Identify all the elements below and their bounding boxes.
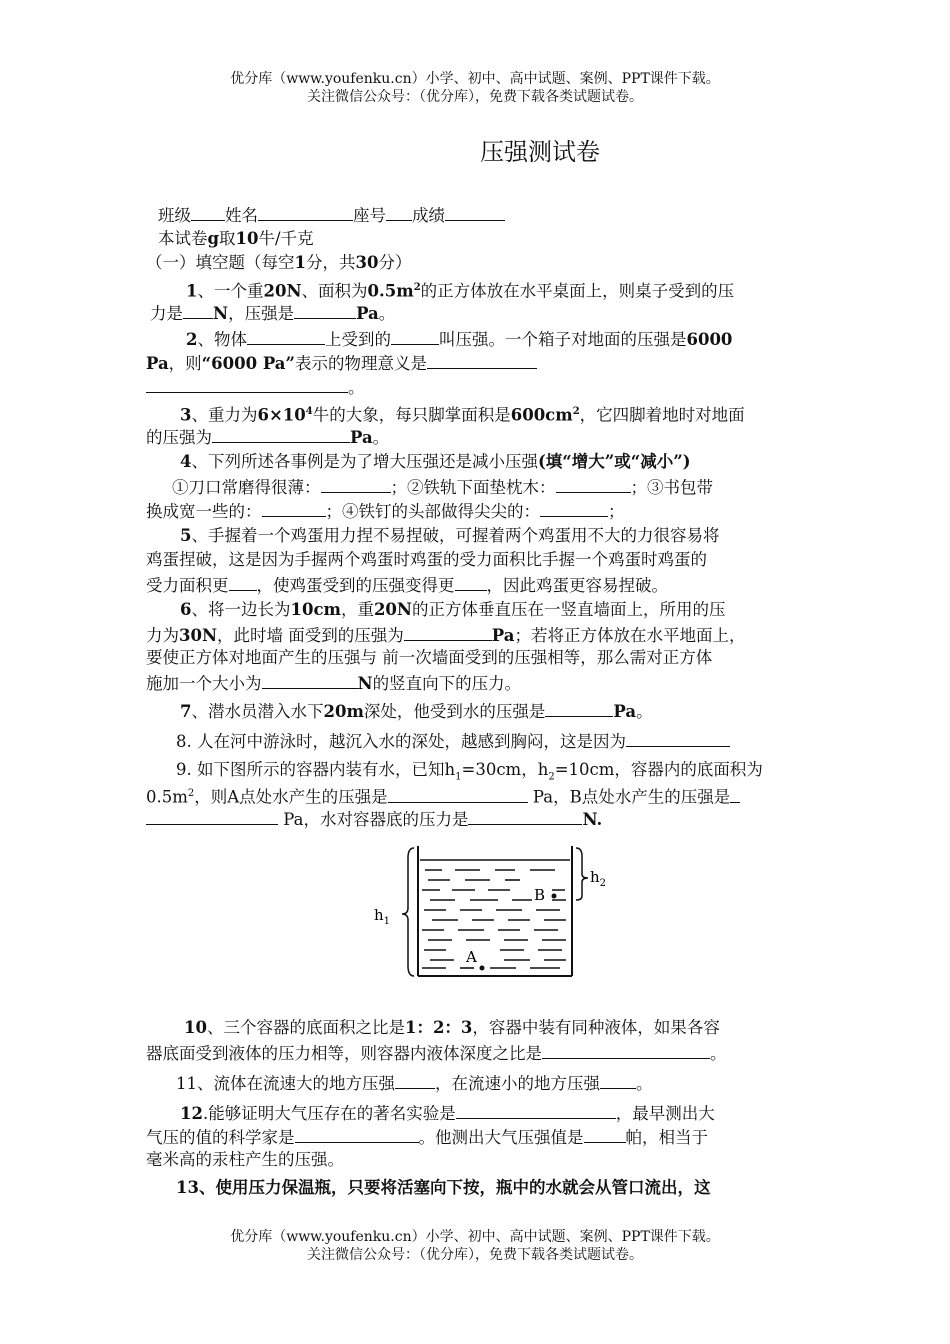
question-12-line-3: 毫米高的汞柱产生的压强。: [146, 1150, 344, 1169]
q-text: 牛的大象，每只脚掌面积是: [312, 405, 511, 425]
h2-label: $h_2$: [590, 868, 607, 889]
answer-blank[interactable]: [391, 326, 439, 345]
question-2-line-2: [146, 350, 537, 376]
water-container-figure: [370, 838, 620, 988]
answer-blank[interactable]: [146, 806, 278, 825]
q-text: 。: [372, 428, 390, 447]
q-text: .能够证明大气压存在的著名实验是: [202, 1104, 456, 1123]
seat-blank[interactable]: [386, 202, 412, 221]
q-text: 受力面积更: [146, 576, 229, 595]
question-6-line-2: [146, 622, 745, 648]
q-number: 12: [180, 1104, 203, 1123]
q-text: 。: [636, 702, 653, 721]
q-value: 0.5m: [367, 281, 414, 301]
q-text: 、三个容器的底面积之比是: [206, 1018, 405, 1037]
q-text: ，则: [168, 354, 202, 373]
answer-blank[interactable]: [456, 1100, 616, 1119]
q-text: 。他测出大气压强值是: [418, 1128, 584, 1147]
q-text: 、手握着一个鸡蛋用力捏不易捏破，可握着两个鸡蛋用不大的力很容易将: [191, 526, 720, 545]
g-note-text: 取: [219, 229, 236, 248]
q-value: 20N: [373, 600, 412, 619]
q-text: 的竖直向下的压力。: [372, 674, 522, 693]
question-4-line-2: [172, 474, 713, 500]
q-text: 力为: [146, 626, 179, 645]
q-text: 。: [636, 1074, 653, 1093]
q-text: 、重力为: [191, 405, 258, 425]
q-sup: 2: [187, 788, 195, 799]
point-b-label: B: [534, 886, 546, 904]
q-text: Pa，水对容器底的压力是: [278, 810, 469, 829]
q-unit: Pa: [613, 702, 637, 721]
q-unit: Pa: [356, 304, 379, 323]
footer-line-2: 关注微信公众号：（优分库），免费下载各类试题试卷。: [307, 1247, 643, 1263]
answer-blank[interactable]: [427, 350, 537, 369]
q-number: 4: [180, 452, 192, 471]
q-item: ；②铁轨下面垫枕木：: [390, 478, 556, 497]
q-text: =30cm，h: [461, 760, 549, 779]
question-1-line-2: [150, 300, 395, 326]
q-value: 30N: [179, 626, 218, 645]
class-blank[interactable]: [191, 202, 225, 221]
q-number: 5: [180, 526, 192, 545]
answer-blank[interactable]: [584, 1124, 626, 1143]
q-text: 表示的物理意义是: [294, 354, 427, 373]
q-number: 6: [180, 600, 192, 619]
question-12-line-1: [180, 1100, 715, 1126]
q-text: 。: [378, 304, 396, 323]
question-2-line-1: [186, 326, 732, 352]
q-value: 20m: [323, 702, 364, 721]
q-text: ，因此鸡蛋更容易捏破。: [486, 576, 668, 595]
answer-blank[interactable]: [404, 622, 492, 641]
q-number: 7: [180, 702, 192, 721]
answer-blank[interactable]: [540, 498, 608, 517]
q-number: 3: [180, 405, 192, 425]
footer-line-1: 优分库（www.youfenku.cn）小学、初中、高中试题、案例、PPT课件下载。: [230, 1229, 720, 1245]
answer-blank[interactable]: [545, 698, 613, 717]
q-text: 11、流体在流速大的地方压强: [176, 1074, 395, 1093]
g-note-text: 本试卷: [158, 229, 208, 248]
g-symbol: g: [207, 229, 220, 248]
answer-blank[interactable]: [247, 326, 325, 345]
q-item: ；④铁钉的头部做得尖尖的：: [325, 502, 540, 521]
q-text: 的正方体放在水平桌面上，则桌子受到的压: [420, 281, 735, 301]
q-text: =10cm，容器内的底面积为: [554, 760, 763, 779]
answer-blank[interactable]: [294, 300, 356, 319]
h1-brace: [402, 848, 414, 976]
question-6-line-4: [146, 670, 521, 696]
q-text: (填“增大”或“减小”): [537, 452, 691, 471]
q-text: 上受到的: [324, 330, 391, 349]
q-text: ，压强是: [228, 304, 295, 323]
score-blank[interactable]: [445, 202, 505, 221]
q-number: 1: [186, 281, 198, 301]
q-unit: Pa: [350, 428, 373, 447]
q-sup: 2: [413, 282, 421, 293]
question-10-line-2: [146, 1040, 727, 1066]
answer-blank[interactable]: [395, 1070, 435, 1089]
h1-label: $h_1$: [374, 906, 391, 927]
q-value: 6×10: [257, 405, 306, 425]
question-4-line-3: [146, 498, 625, 524]
q-sup: 4: [305, 406, 313, 417]
name-blank[interactable]: [258, 202, 353, 221]
q-text: 、潜水员潜入水下: [191, 702, 324, 721]
q-text: 深处，他受到水的压强是: [363, 702, 546, 721]
q-text: 帕，相当于: [625, 1128, 708, 1147]
question-2-line-3: [146, 374, 365, 400]
q-text: 。: [348, 378, 365, 397]
g-value: 10: [235, 229, 259, 248]
question-11: [176, 1070, 653, 1096]
q-value: 600cm: [510, 405, 573, 425]
q-value: 10cm: [290, 600, 341, 619]
section-points: 1: [294, 253, 306, 272]
section-text: 分，共: [305, 253, 356, 272]
q-text: 0.5m: [146, 787, 188, 807]
q-text: 器底面受到液体的压力相等，则容器内液体深度之比是: [146, 1044, 542, 1063]
answer-blank[interactable]: [388, 784, 528, 803]
answer-blank[interactable]: [455, 572, 487, 591]
answer-blank[interactable]: [468, 806, 582, 825]
q-item: ；: [608, 502, 625, 521]
point-a-label: A: [466, 948, 477, 966]
q-text: 的正方体垂直压在一竖直墙面上，所用的压: [412, 600, 726, 619]
g-note: [158, 227, 314, 251]
answer-blank[interactable]: [262, 498, 326, 517]
question-6-line-1: [180, 598, 726, 622]
q-text: 的压强为: [146, 428, 212, 447]
h2-brace: [576, 848, 588, 900]
g-unit: 牛/千克: [258, 229, 314, 248]
q-text: ，此时墙 面受到的压强为: [217, 626, 404, 645]
question-13: 13、使用压力保温瓶，只要将活塞向下按，瓶中的水就会从管口流出，这: [176, 1178, 711, 1197]
section-text: 分）: [378, 253, 412, 272]
question-12-line-2: [146, 1124, 708, 1150]
q-text: ；若将正方体放在水平地面上，: [514, 626, 746, 645]
q-text: ，最早测出大: [615, 1104, 715, 1123]
question-3-line-2: [146, 424, 389, 450]
section-total: 30: [355, 253, 379, 272]
q-item: ①刀口常磨得很薄：: [172, 478, 321, 497]
q-number: 10: [184, 1018, 207, 1037]
q-text: 、将一边长为: [191, 600, 291, 619]
q-text: 、物体: [197, 330, 247, 349]
question-5-line-3: [146, 572, 668, 598]
header-line-1: 优分库（www.youfenku.cn）小学、初中、高中试题、案例、PPT课件下载。: [230, 71, 720, 87]
q-text: 8. 人在河中游泳时，越沉入水的深处，越感到胸闷，这是因为: [176, 732, 626, 751]
q-text: 气压的值的科学家是: [146, 1128, 295, 1147]
question-6-line-3: 要使正方体对地面产生的压强与 前一次墙面受到的压强相等，那么需对正方体: [146, 648, 713, 667]
q-text: 叫压强。一个箱子对地面的压强是: [438, 330, 687, 349]
answer-blank[interactable]: [600, 1070, 636, 1089]
class-label: 班级: [158, 206, 191, 225]
question-7: [180, 698, 653, 724]
q-item: 换成宽一些的：: [146, 502, 262, 521]
q-value: 6000: [686, 330, 733, 349]
point-a-dot: [480, 966, 485, 971]
answer-blank[interactable]: [556, 474, 631, 493]
question-4-line-1: [180, 450, 691, 474]
q-item: ；③书包带: [630, 478, 713, 497]
section-1-heading: [146, 251, 411, 275]
page-title: 压强测试卷: [480, 138, 600, 166]
q-value: “6000 Pa”: [201, 354, 295, 373]
answer-blank[interactable]: [146, 374, 348, 393]
q-text: 力是: [150, 304, 183, 323]
q-text: 、面积为: [301, 281, 368, 301]
page-header: [0, 70, 950, 106]
q-sub: 2: [548, 771, 555, 783]
answer-blank[interactable]: [321, 474, 391, 493]
score-label: 成绩: [412, 206, 445, 225]
q-unit: N: [357, 674, 373, 693]
point-b-dot: [552, 894, 557, 899]
q-text: ，它四脚着地时对地面: [579, 405, 745, 425]
q-text: 施加一个大小为: [146, 674, 262, 693]
q-text: Pa，B点处水产生的压强是: [527, 787, 731, 807]
q-text: 、下列所述各事例是为了增大压强还是减小压强: [191, 452, 538, 471]
question-10-line-1: [184, 1016, 720, 1040]
answer-blank[interactable]: [542, 1040, 710, 1059]
answer-blank[interactable]: [295, 1124, 419, 1143]
q-text: ，重: [340, 600, 374, 619]
seat-label: 座号: [353, 206, 386, 225]
answer-blank[interactable]: [626, 728, 730, 747]
answer-blank[interactable]: [183, 300, 213, 319]
question-5-line-1: [180, 524, 719, 548]
answer-blank[interactable]: [730, 784, 740, 803]
section-text: （一）填空题（每空: [146, 253, 295, 272]
page-footer: [0, 1228, 950, 1264]
header-line-2: 关注微信公众号：（优分库），免费下载各类试题试卷。: [307, 89, 643, 105]
q-unit: Pa: [146, 354, 169, 373]
q-text: ，使鸡蛋受到的压强变得更: [256, 576, 455, 595]
question-8: [176, 728, 730, 754]
q-unit: N.: [582, 810, 603, 829]
question-5-line-2: 鸡蛋捏破，这是因为手握两个鸡蛋时鸡蛋的受力面积比手握一个鸡蛋时鸡蛋的: [146, 550, 707, 569]
q-text: ，则A点处水产生的压强是: [194, 787, 388, 807]
student-info-line: [158, 202, 505, 228]
answer-blank[interactable]: [262, 670, 358, 689]
q-number: 2: [186, 330, 198, 349]
q-text: 。: [710, 1044, 727, 1063]
q-text: 、一个重: [197, 281, 264, 301]
question-9-line-3: [146, 806, 602, 832]
q-text: ，在流速小的地方压强: [435, 1074, 600, 1093]
q-text: ，容器中装有同种液体，如果各容: [472, 1018, 720, 1037]
q-sup: 2: [572, 406, 580, 417]
q-value: 20N: [263, 281, 302, 301]
q-unit: Pa: [491, 626, 515, 645]
q-sub: 1: [455, 771, 462, 783]
q-value: 1：2：3: [404, 1018, 473, 1037]
q-text: 9. 如下图所示的容器内装有水，已知h: [176, 760, 456, 779]
name-label: 姓名: [225, 206, 258, 225]
answer-blank[interactable]: [229, 572, 257, 591]
q-unit: N: [213, 304, 229, 323]
answer-blank[interactable]: [212, 424, 350, 443]
